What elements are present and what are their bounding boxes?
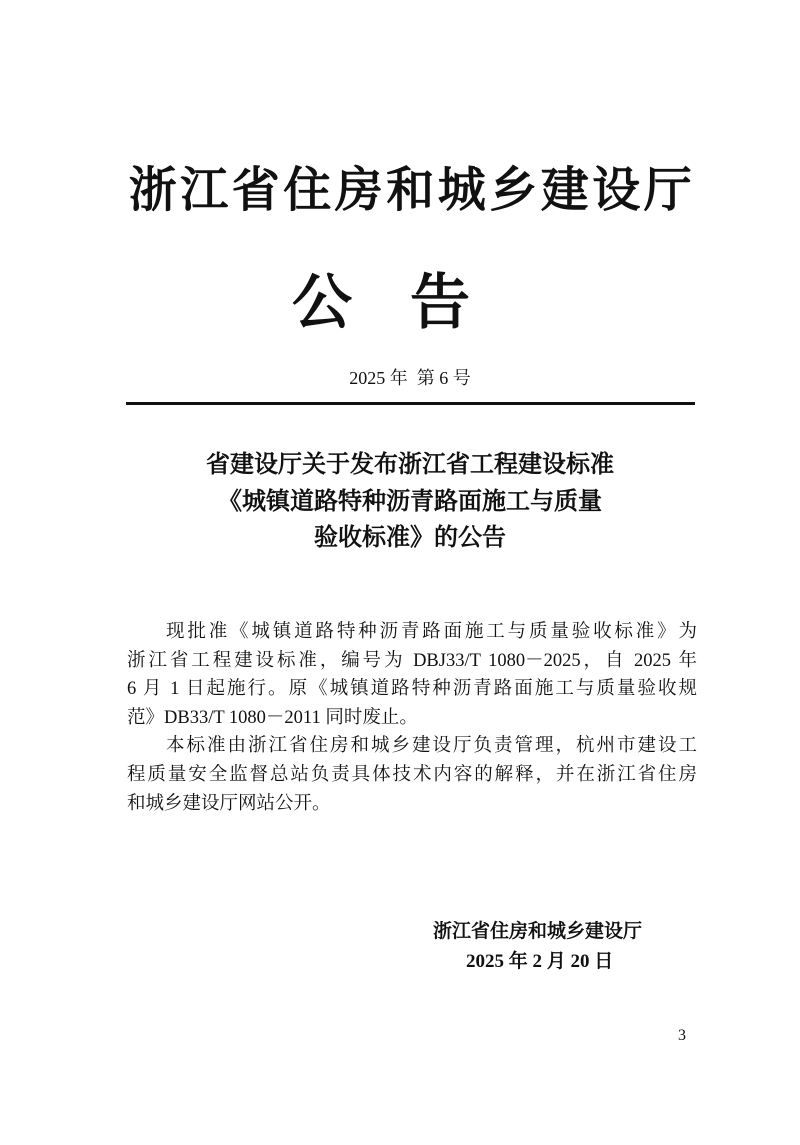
title-line: 验收标准》的公告 <box>314 523 506 551</box>
document-type-heading: 公告 <box>292 268 528 338</box>
issue-number: 2025 年 第 6 号 <box>349 368 471 388</box>
body-line: 和城乡建设厅网站公开。 <box>127 793 331 814</box>
signature-date: 2025 年 2 月 20 日 <box>466 951 614 972</box>
body-line: 6 月 1 日起施行。原《城镇道路特种沥青路面施工与质量验收规 <box>127 679 697 700</box>
notice-body <box>127 618 697 818</box>
header-divider <box>126 402 695 405</box>
body-line: 范》DB33/T 1080－2011 同时废止。 <box>127 707 418 728</box>
body-line: 现批准《城镇道路特种沥青路面施工与质量验收标准》为 <box>166 622 697 642</box>
body-line: 程质量安全监督总站负责具体技术内容的解释，并在浙江省住房 <box>127 764 697 785</box>
issuing-organization-header: 浙江省住房和城乡建设厅 <box>128 162 696 218</box>
body-line: 本标准由浙江省住房和城乡建设厅负责管理，杭州市建设工 <box>166 736 697 757</box>
title-line: 省建设厅关于发布浙江省工程建设标准 <box>206 450 614 478</box>
title-line: 《城镇道路特种沥青路面施工与质量 <box>218 486 602 515</box>
notice-title <box>0 446 800 556</box>
signature-issuer: 浙江省住房和城乡建设厅 <box>433 920 643 942</box>
page-number: 3 <box>678 1027 686 1044</box>
body-line: 浙江省工程建设标准，编号为 DBJ33/T 1080－2025，自 2025 年 <box>127 650 697 671</box>
